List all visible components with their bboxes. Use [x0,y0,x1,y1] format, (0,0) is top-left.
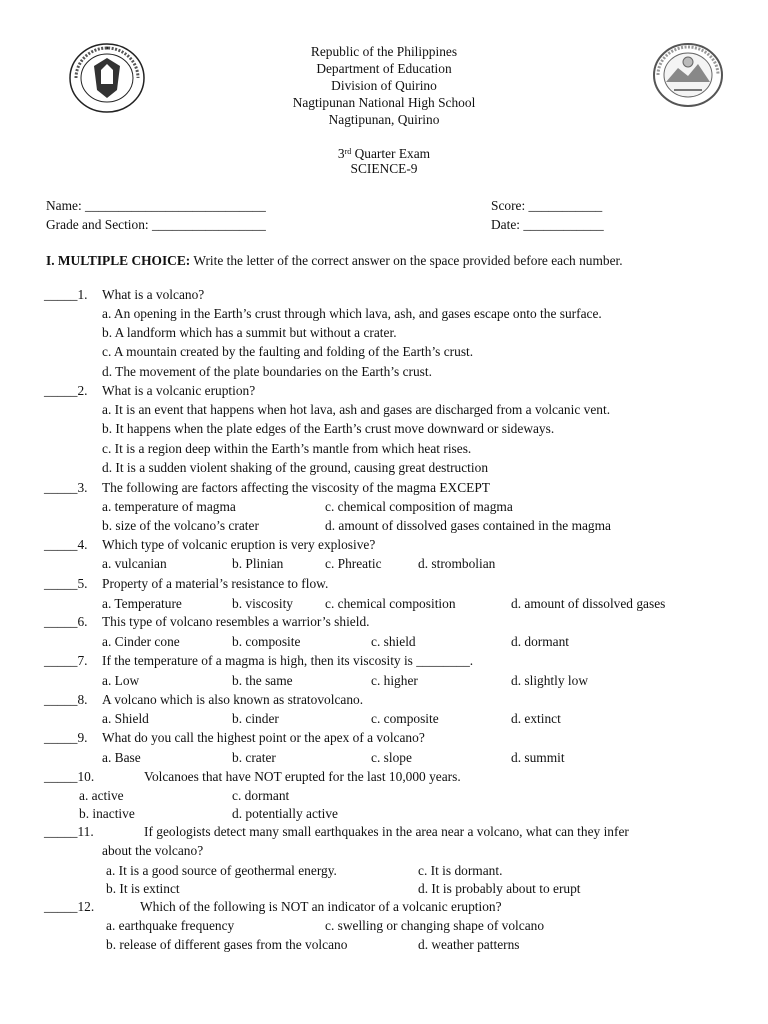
question-text: What do you call the highest point or the apex of a volcano? [102,730,425,745]
answer-blank[interactable]: _____2. [44,383,88,398]
question-text: Which of the following is NOT an indicator of a volcanic eruption? [140,899,502,914]
choice: b. It is extinct [106,881,180,896]
exam-subject: SCIENCE-9 [350,161,418,176]
choice: c. shield [371,634,416,649]
choice: c. swelling or changing shape of volcano [325,918,545,933]
answer-blank[interactable]: _____8. [44,692,88,707]
question-text: If the temperature of a magma is high, then its viscosity is ________. [102,653,474,668]
choice: a. active [79,788,124,803]
question-text: Volcanoes that have NOT erupted for the last 10,000 years. [144,769,461,784]
choice: d. amount of dissolved gases contained in the magma [325,518,611,533]
choice: d. slightly low [511,673,589,688]
choice: d. weather patterns [418,937,520,952]
choice: b. release of different gases from the volcano [106,937,348,952]
choice: b. crater [232,750,276,765]
section-title: I. MULTIPLE CHOICE: [46,253,191,268]
question-text: The following are factors affecting the viscosity of the magma EXCEPT [102,480,490,495]
choice: a. It is a good source of geothermal energy. [106,863,337,878]
answer-blank[interactable]: _____11. [44,824,94,839]
choice: a. earthquake frequency [106,918,235,933]
question-text: What is a volcanic eruption? [102,383,256,398]
choice: c. It is dormant. [418,863,503,878]
choice: c. chemical composition of magma [325,499,513,514]
choice: a. Base [102,750,141,765]
choice: b. size of the volcano’s crater [102,518,259,533]
choice: a. vulcanian [102,556,167,571]
question-text: This type of volcano resembles a warrior’s shield. [102,614,370,629]
question-text: Property of a material’s resistance to flow. [102,576,329,591]
choice: b. composite [232,634,301,649]
choice: b. cinder [232,711,279,726]
choice: c. chemical composition [325,596,456,611]
choice: b. Plinian [232,556,284,571]
choice: b. inactive [79,806,135,821]
grade-section-field[interactable]: Grade and Section: _________________ [46,217,266,232]
choice: c. A mountain created by the faulting and folding of the Earth’s crust. [102,344,474,359]
date-field[interactable]: Date: ____________ [491,217,604,232]
choice: a. temperature of magma [102,499,236,514]
header-republic: Republic of the Philippines [310,44,458,59]
choice: d. amount of dissolved gases [511,596,666,611]
choice: b. viscosity [232,596,294,611]
answer-blank[interactable]: _____10. [44,769,95,784]
question-text: What is a volcano? [102,287,205,302]
choice: d. strombolian [418,556,496,571]
choice: a. Shield [102,711,149,726]
answer-blank[interactable]: _____4. [44,537,88,552]
instructions-text: Write the letter of the correct answer on the space provided before each number. [190,253,623,268]
choice: c. Phreatic [325,556,382,571]
choice: b. A landform which has a summit but without a crater. [102,325,397,340]
choice: c. slope [371,750,412,765]
question-text: Which type of volcanic eruption is very explosive? [102,537,376,552]
exam-title: 3rd Quarter Exam [337,146,431,161]
choice: a. Temperature [102,596,182,611]
header-department: Department of Education [316,61,452,76]
question-text: A volcano which is also known as stratovolcano. [102,692,364,707]
choice: d. extinct [511,711,561,726]
header-school: Nagtipunan National High School [292,95,476,110]
instructions [46,253,623,269]
choice: d. potentially active [232,806,338,821]
answer-blank[interactable]: _____6. [44,614,88,629]
score-field[interactable]: Score: ___________ [491,198,603,213]
header-location: Nagtipunan, Quirino [328,112,440,127]
answer-blank[interactable]: _____3. [44,480,88,495]
header-division: Division of Quirino [331,78,437,93]
choice: d. dormant [511,634,570,649]
choice: a. It is an event that happens when hot lava, ash and gases are discharged from a volcanic vent. [102,402,611,417]
answer-blank[interactable]: _____1. [44,287,88,302]
choice: c. dormant [232,788,290,803]
choice: d. It is a sudden violent shaking of the ground, causing great destruction [102,460,489,475]
choice: c. It is a region deep within the Earth’s mantle from which heat rises. [102,441,472,456]
answer-blank[interactable]: _____7. [44,653,88,668]
answer-blank[interactable]: _____12. [44,899,95,914]
name-field[interactable]: Name: ___________________________ [46,198,266,213]
question-text-continued: about the volcano? [102,843,204,858]
choice: d. The movement of the plate boundaries on the Earth’s crust. [102,364,432,379]
answer-blank[interactable]: _____9. [44,730,88,745]
choice: b. the same [232,673,293,688]
choice: a. An opening in the Earth’s crust through which lava, ash, and gases escape onto the surface. [102,306,602,321]
question-text: If geologists detect many small earthquakes in the area near a volcano, what can they infer [144,824,629,839]
choice: c. composite [371,711,439,726]
choice: d. summit [511,750,565,765]
choice: b. It happens when the plate edges of the Earth’s crust move downward or sideways. [102,421,555,436]
choice: a. Low [102,673,140,688]
choice: a. Cinder cone [102,634,180,649]
choice: d. It is probably about to erupt [418,881,581,896]
answer-blank[interactable]: _____5. [44,576,88,591]
choice: c. higher [371,673,418,688]
